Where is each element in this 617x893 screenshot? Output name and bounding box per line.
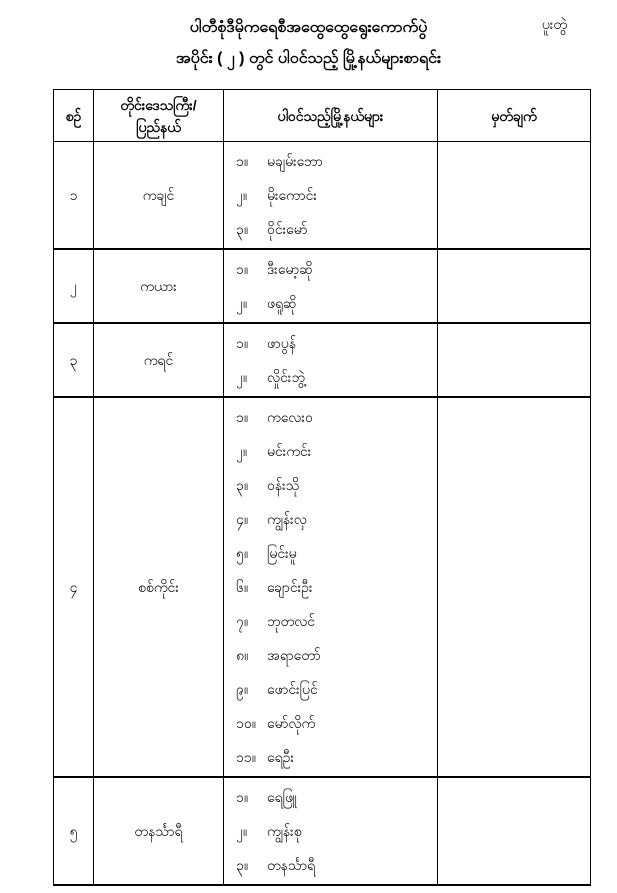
township-name: မြင်းမူ (267, 545, 297, 561)
township-item (224, 848, 437, 882)
title-line-2: အပိုင်း ( ၂ ) တွင် ပါဝင်သည့် မြို့နယ်များစာရင်း (175, 50, 442, 67)
township-number: ၁။ (236, 261, 249, 277)
township-name: မင်းကင်း (267, 443, 312, 459)
cell-townships (224, 323, 438, 397)
township-name: လှိုင်းဘွဲ့ (267, 369, 305, 385)
townships-table (53, 89, 591, 886)
township-number: ၇။ (236, 613, 249, 629)
table-row (54, 249, 591, 323)
township-item (224, 178, 437, 212)
cell-remarks (438, 249, 591, 323)
township-item (224, 360, 437, 394)
township-number: ၁၀။ (236, 715, 256, 731)
cell-serial: ၁ (54, 142, 94, 250)
cell-region: ကချင် (94, 142, 224, 250)
cell-serial: ၃ (54, 323, 94, 397)
township-number: ၂။ (236, 443, 248, 459)
township-item (224, 502, 437, 536)
document-title (0, 12, 617, 74)
township-item (224, 740, 437, 774)
cell-townships (224, 777, 438, 885)
township-number: ၂။ (236, 369, 248, 385)
cell-townships (224, 249, 438, 323)
township-number: ၂။ (236, 187, 248, 203)
township-name: အရာတော် (267, 647, 321, 663)
table-header-row (54, 90, 591, 142)
township-name: ကျွန်းလှ (267, 511, 307, 527)
township-number: ၄။ (236, 511, 249, 527)
cell-townships (224, 397, 438, 777)
township-number: ၂။ (236, 295, 248, 311)
township-item (224, 434, 437, 468)
township-number: ၁။ (236, 153, 249, 169)
cell-remarks (438, 397, 591, 777)
township-item (224, 604, 437, 638)
header-region-line2: ပြည်နယ် (136, 118, 181, 135)
township-name: ဖာပွန် (267, 335, 296, 351)
cell-region: ကရင် (94, 323, 224, 397)
cell-serial: ၂ (54, 249, 94, 323)
cell-townships (224, 142, 438, 250)
cell-remarks (438, 777, 591, 885)
township-name: ရေဖြူ (267, 789, 298, 805)
township-name: ချောင်းဦး (267, 579, 313, 595)
township-item (224, 212, 437, 246)
township-number: ၉။ (236, 681, 249, 697)
township-name: တနင်္သာရီ (267, 857, 316, 873)
township-item (224, 326, 437, 360)
township-name: ကျွန်းစု (267, 823, 302, 839)
township-item (224, 252, 437, 286)
township-name: ဒီးမော့ဆို (267, 261, 313, 277)
township-item (224, 780, 437, 814)
township-item (224, 536, 437, 570)
table-row (54, 397, 591, 777)
township-number: ၃။ (236, 221, 249, 237)
township-number: ၁၁။ (236, 749, 256, 765)
header-region-line1: တိုင်းဒေသကြီး/ (120, 96, 197, 113)
township-item (224, 468, 437, 502)
township-item (224, 706, 437, 740)
cell-remarks (438, 142, 591, 250)
township-number: ၁။ (236, 409, 249, 425)
township-number: ၃။ (236, 477, 249, 493)
township-number: ၂။ (236, 823, 248, 839)
township-item (224, 400, 437, 434)
township-name: မချမ်းဘော (267, 153, 323, 169)
township-number: ၈။ (236, 647, 249, 663)
township-name: ဖရူဆို (267, 295, 297, 311)
township-item (224, 814, 437, 848)
township-item (224, 144, 437, 178)
cell-region: ကယား (94, 249, 224, 323)
header-serial: စဉ် (54, 90, 94, 142)
township-number: ၁။ (236, 789, 249, 805)
township-name: ရေဦး (267, 749, 294, 765)
cell-region: တနင်္သာရီ (94, 777, 224, 885)
township-item (224, 672, 437, 706)
township-item (224, 638, 437, 672)
township-number: ၅။ (236, 545, 249, 561)
title-line-1: ပါတီစုံဒီမိုကရေစီအထွေထွေရွေးကောက်ပွဲ (189, 19, 428, 36)
township-number: ၆။ (236, 579, 249, 595)
cell-serial: ၄ (54, 397, 94, 777)
cell-region: စစ်ကိုင်း (94, 397, 224, 777)
table-row (54, 142, 591, 250)
header-townships: ပါဝင်သည့်မြို့နယ်များ (224, 90, 438, 142)
township-item (224, 286, 437, 320)
township-name: မိုးကောင်း (267, 187, 317, 203)
table-row (54, 323, 591, 397)
township-name: ဝိုင်းမော် (267, 221, 308, 237)
table-row (54, 777, 591, 885)
cell-serial: ၅ (54, 777, 94, 885)
township-name: ဘုတလင် (267, 613, 316, 629)
township-number: ၃။ (236, 857, 249, 873)
township-name: ဝန်းသို (267, 477, 300, 493)
header-remarks: မှတ်ချက် (438, 90, 591, 142)
cell-remarks (438, 323, 591, 397)
annotation-label: ပူးတွဲ (541, 16, 567, 32)
township-number: ၁။ (236, 335, 249, 351)
header-region (94, 90, 224, 142)
township-item (224, 570, 437, 604)
township-name: ဖောင်းပြင် (267, 681, 318, 697)
township-name: မော်လိုက် (267, 715, 316, 731)
township-name: ကလေးဝ (267, 409, 313, 425)
